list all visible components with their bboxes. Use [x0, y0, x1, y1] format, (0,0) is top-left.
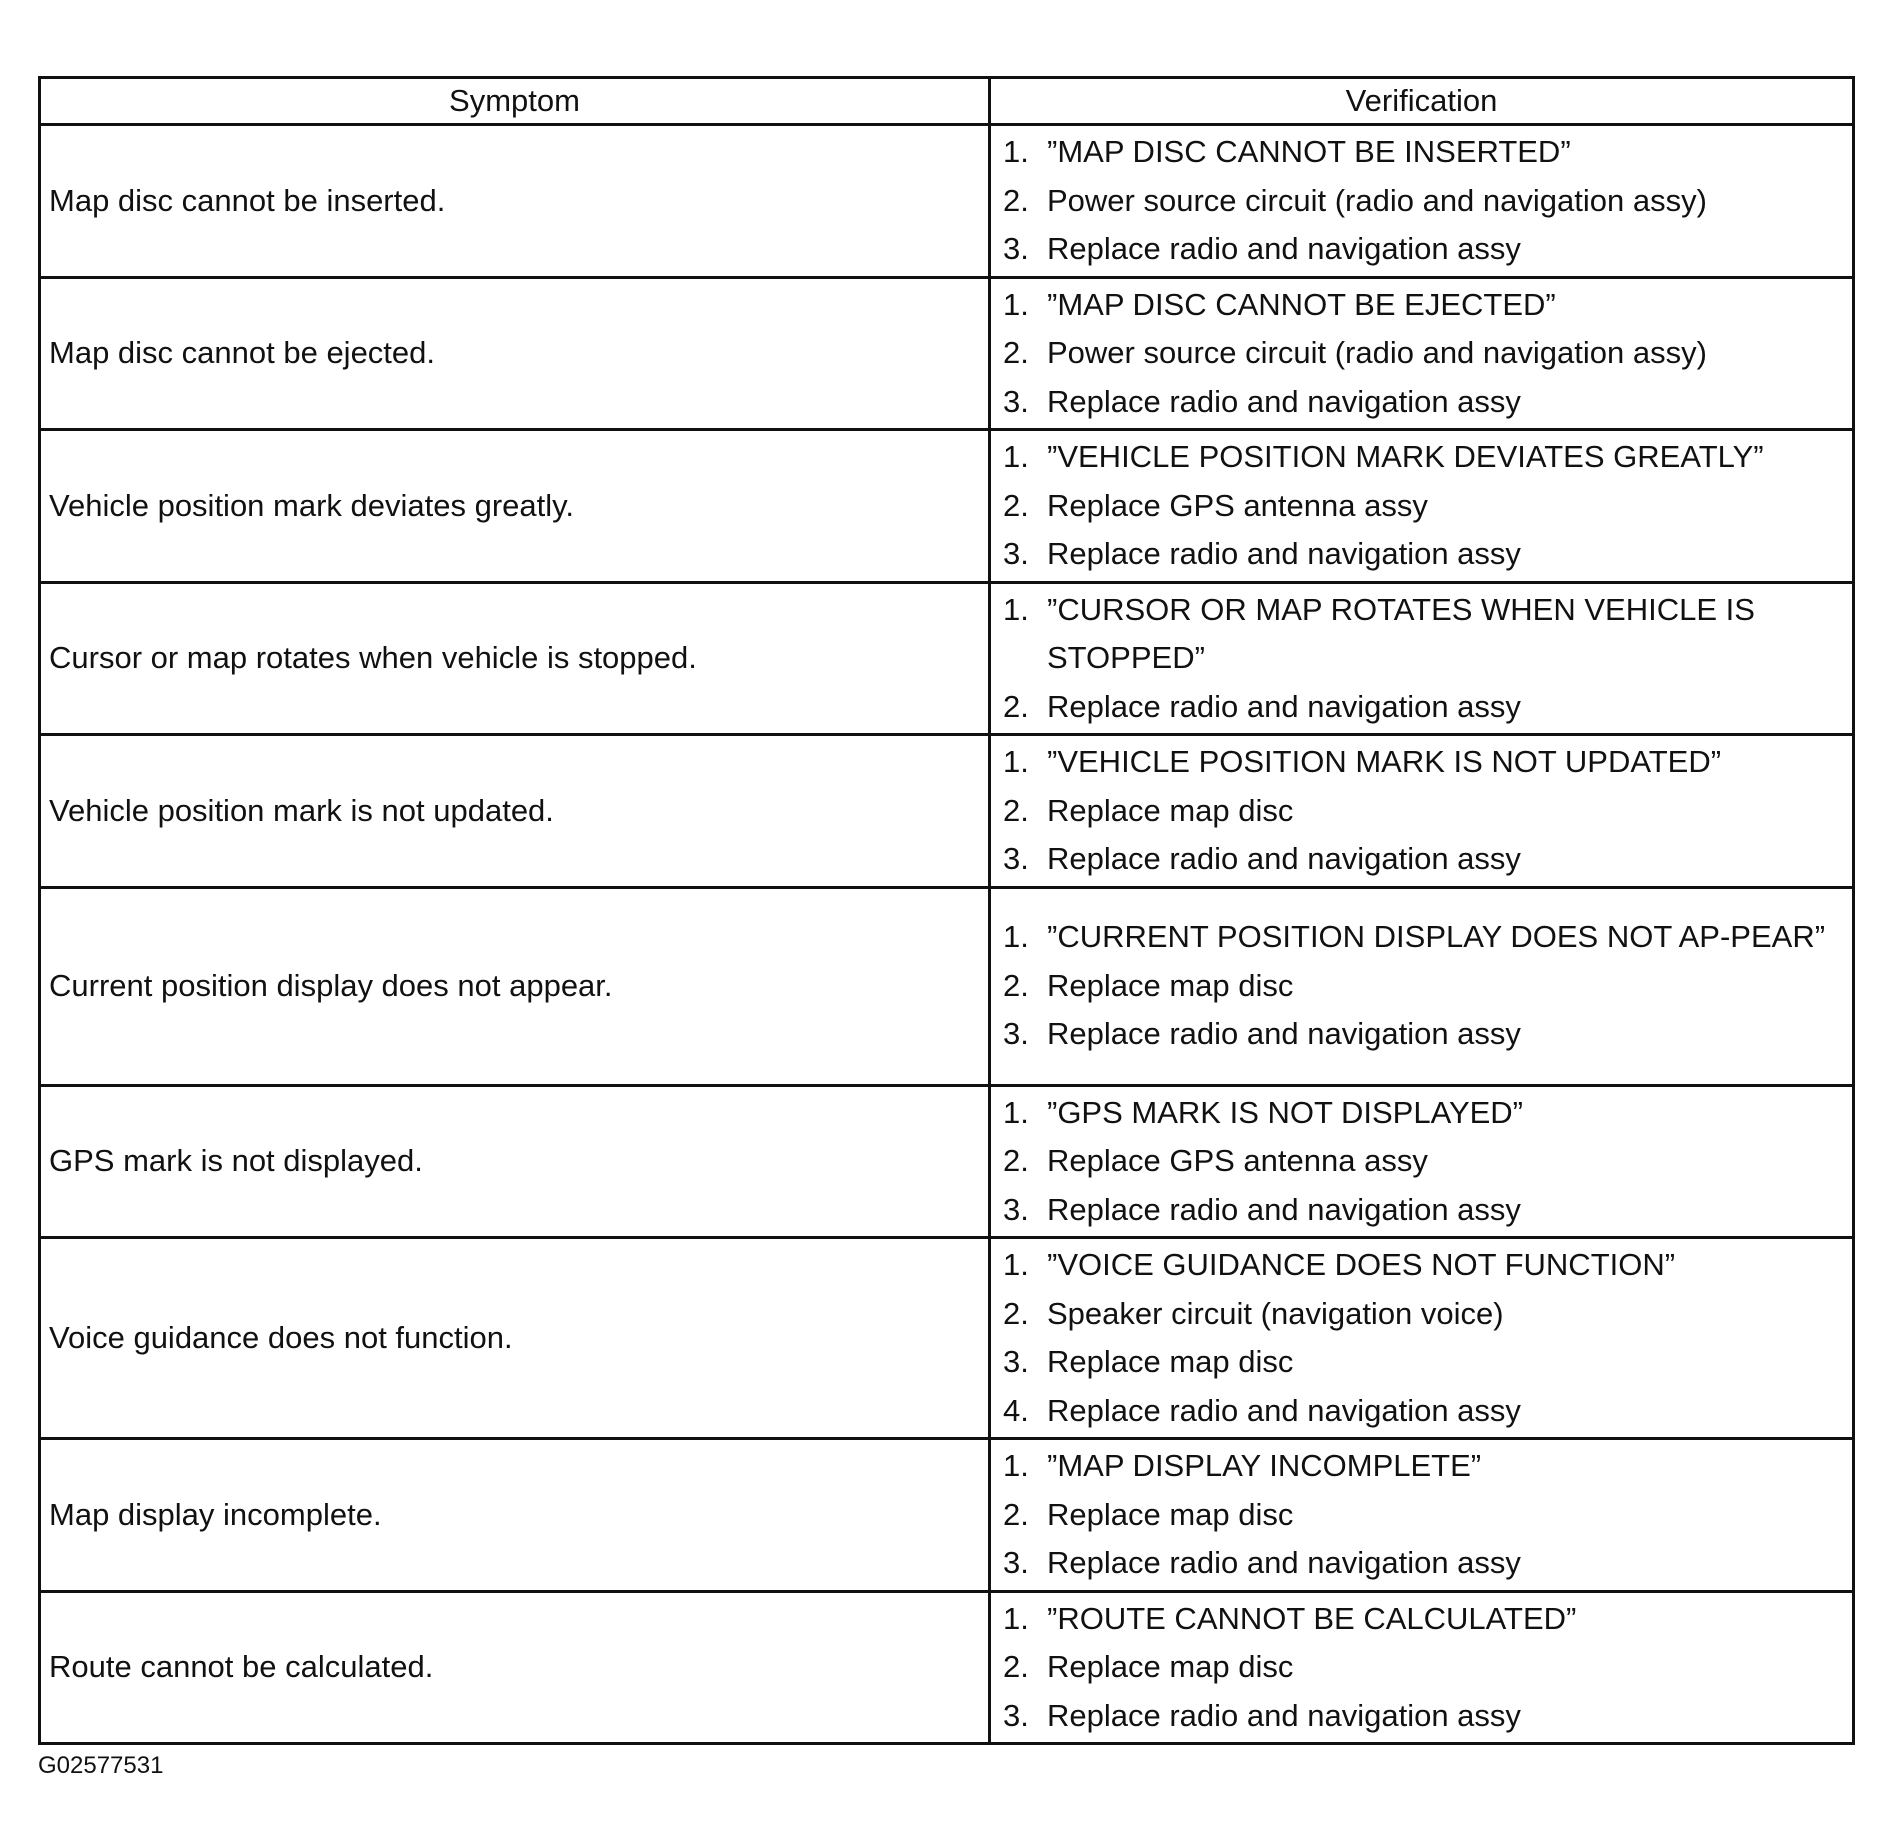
table-row: [40, 1238, 1854, 1439]
step-number: 2.: [1003, 335, 1029, 370]
step-text: ”VOICE GUIDANCE DOES NOT FUNCTION”: [1047, 1247, 1676, 1282]
verification-step: [1003, 1290, 1852, 1339]
verification-step: [1003, 1137, 1852, 1186]
header-row: [40, 78, 1854, 125]
step-text: Speaker circuit (navigation voice): [1047, 1295, 1504, 1331]
verification-step: [1003, 913, 1852, 962]
verification-step: [1003, 433, 1852, 482]
symptom-cell: Map display incomplete.: [40, 1439, 990, 1592]
step-number: 1.: [1003, 1448, 1029, 1483]
verification-steps: [991, 1089, 1852, 1235]
table-header: [40, 78, 1854, 125]
verification-step: [1003, 1442, 1852, 1491]
step-number: 1.: [1003, 591, 1029, 627]
verification-step: [1003, 835, 1852, 884]
step-text: Replace map disc: [1047, 792, 1294, 828]
symptom-cell: Route cannot be calculated.: [40, 1591, 990, 1744]
step-number: 2.: [1003, 1649, 1029, 1684]
verification-step: [1003, 378, 1852, 427]
symptom-cell: Vehicle position mark is not updated.: [40, 735, 990, 888]
verification-cell: [990, 277, 1854, 430]
step-text: Replace GPS antenna assy: [1047, 1143, 1428, 1178]
step-text: Power source circuit (radio and navigation assy): [1047, 182, 1707, 218]
header-symptom: Symptom: [40, 78, 990, 125]
verification-cell: [990, 887, 1854, 1085]
verification-step: [1003, 738, 1852, 787]
step-number: 2.: [1003, 1295, 1029, 1331]
step-text: ”CURSOR OR MAP ROTATES WHEN VEHICLE IS STOPPED”: [1047, 591, 1755, 675]
verification-steps: [991, 586, 1852, 732]
verification-cell: [990, 430, 1854, 583]
verification-step: [1003, 787, 1852, 836]
table-row: [40, 1439, 1854, 1592]
verification-steps: [991, 1595, 1852, 1741]
symptom-cell: GPS mark is not displayed.: [40, 1085, 990, 1238]
step-number: 2.: [1003, 1143, 1029, 1178]
step-number: 2.: [1003, 487, 1029, 523]
step-text: ”GPS MARK IS NOT DISPLAYED”: [1047, 1094, 1524, 1130]
step-text: Replace GPS antenna assy: [1047, 487, 1428, 523]
verification-cell: [990, 1085, 1854, 1238]
step-text: Replace radio and navigation assy: [1047, 1545, 1521, 1580]
verification-steps: [991, 738, 1852, 884]
verification-step: [1003, 683, 1852, 732]
symptom-cell: Current position display does not appear.: [40, 887, 990, 1085]
step-text: Replace radio and navigation assy: [1047, 688, 1521, 724]
header-verification: Verification: [990, 78, 1854, 125]
step-number: 3.: [1003, 383, 1029, 419]
symptom-cell: Cursor or map rotates when vehicle is stopped.: [40, 582, 990, 735]
verification-step: [1003, 1491, 1852, 1540]
symptom-cell: Vehicle position mark deviates greatly.: [40, 430, 990, 583]
verification-step: [1003, 1692, 1852, 1741]
table-row: [40, 125, 1854, 278]
step-text: Replace map disc: [1047, 1496, 1294, 1532]
step-text: Replace radio and navigation assy: [1047, 383, 1521, 419]
step-number: 3.: [1003, 1344, 1029, 1379]
verification-step: [1003, 482, 1852, 531]
step-number: 4.: [1003, 1392, 1029, 1428]
step-text: ”CURRENT POSITION DISPLAY DOES NOT AP-PEAR”: [1047, 919, 1826, 955]
step-text: ”MAP DISC CANNOT BE EJECTED”: [1047, 286, 1556, 322]
step-text: Replace radio and navigation assy: [1047, 841, 1521, 876]
step-number: 3.: [1003, 1016, 1029, 1052]
verification-steps: [991, 281, 1852, 427]
symptom-verification-table: [38, 76, 1855, 1745]
verification-steps: [991, 1442, 1852, 1588]
symptom-cell: Voice guidance does not function.: [40, 1238, 990, 1439]
table-row: [40, 1085, 1854, 1238]
step-text: Replace radio and navigation assy: [1047, 231, 1521, 266]
step-number: 2.: [1003, 1496, 1029, 1532]
step-text: Replace radio and navigation assy: [1047, 1697, 1521, 1733]
step-text: Replace radio and navigation assy: [1047, 1016, 1521, 1052]
verification-cell: [990, 735, 1854, 888]
verification-steps: [991, 913, 1852, 1059]
verification-cell: [990, 125, 1854, 278]
step-number: 2.: [1003, 967, 1029, 1003]
step-text: Replace radio and navigation assy: [1047, 1392, 1521, 1428]
verification-steps: [991, 1241, 1852, 1435]
verification-step: [1003, 281, 1852, 330]
verification-steps: [991, 433, 1852, 579]
step-text: Replace map disc: [1047, 1344, 1294, 1379]
verification-cell: [990, 1439, 1854, 1592]
verification-step: [1003, 177, 1852, 226]
step-text: Power source circuit (radio and navigation assy): [1047, 335, 1707, 370]
verification-step: [1003, 329, 1852, 378]
table-row: [40, 1591, 1854, 1744]
table-row: [40, 887, 1854, 1085]
step-number: 2.: [1003, 688, 1029, 724]
step-text: ”MAP DISPLAY INCOMPLETE”: [1047, 1448, 1482, 1483]
verification-step: [1003, 1010, 1852, 1059]
verification-step: [1003, 225, 1852, 274]
step-number: 2.: [1003, 182, 1029, 218]
step-number: 1.: [1003, 919, 1029, 955]
symptom-cell: Map disc cannot be ejected.: [40, 277, 990, 430]
table-row: [40, 735, 1854, 888]
step-number: 3.: [1003, 536, 1029, 571]
step-text: ”MAP DISC CANNOT BE INSERTED”: [1047, 134, 1571, 169]
verification-step: [1003, 128, 1852, 177]
step-number: 3.: [1003, 231, 1029, 266]
table-row: [40, 430, 1854, 583]
verification-step: [1003, 1089, 1852, 1138]
verification-cell: [990, 1238, 1854, 1439]
verification-step: [1003, 962, 1852, 1011]
step-text: ”VEHICLE POSITION MARK IS NOT UPDATED”: [1047, 744, 1722, 779]
step-number: 1.: [1003, 1094, 1029, 1130]
step-number: 3.: [1003, 1545, 1029, 1580]
step-text: Replace radio and navigation assy: [1047, 536, 1521, 571]
verification-step: [1003, 1643, 1852, 1692]
verification-step: [1003, 1539, 1852, 1588]
table-row: [40, 582, 1854, 735]
verification-cell: [990, 1591, 1854, 1744]
verification-step: [1003, 530, 1852, 579]
verification-step: [1003, 1186, 1852, 1235]
step-number: 1.: [1003, 744, 1029, 779]
verification-step: [1003, 1595, 1852, 1644]
step-number: 3.: [1003, 1697, 1029, 1733]
step-number: 1.: [1003, 1600, 1029, 1636]
table-row: [40, 277, 1854, 430]
step-number: 1.: [1003, 1247, 1029, 1282]
figure-id: G02577531: [38, 1752, 164, 1779]
verification-step: [1003, 1338, 1852, 1387]
step-text: ”VEHICLE POSITION MARK DEVIATES GREATLY”: [1047, 439, 1764, 474]
step-text: Replace map disc: [1047, 1649, 1294, 1684]
step-number: 1.: [1003, 286, 1029, 322]
verification-step: [1003, 1241, 1852, 1290]
step-number: 2.: [1003, 792, 1029, 828]
step-text: Replace radio and navigation assy: [1047, 1191, 1521, 1227]
step-number: 3.: [1003, 841, 1029, 876]
table-body: [40, 125, 1854, 1744]
verification-cell: [990, 582, 1854, 735]
step-number: 1.: [1003, 439, 1029, 474]
step-number: 3.: [1003, 1191, 1029, 1227]
verification-step: [1003, 586, 1852, 683]
verification-steps: [991, 128, 1852, 274]
step-text: Replace map disc: [1047, 967, 1294, 1003]
symptom-cell: Map disc cannot be inserted.: [40, 125, 990, 278]
step-text: ”ROUTE CANNOT BE CALCULATED”: [1047, 1600, 1577, 1636]
step-number: 1.: [1003, 134, 1029, 169]
verification-step: [1003, 1387, 1852, 1436]
